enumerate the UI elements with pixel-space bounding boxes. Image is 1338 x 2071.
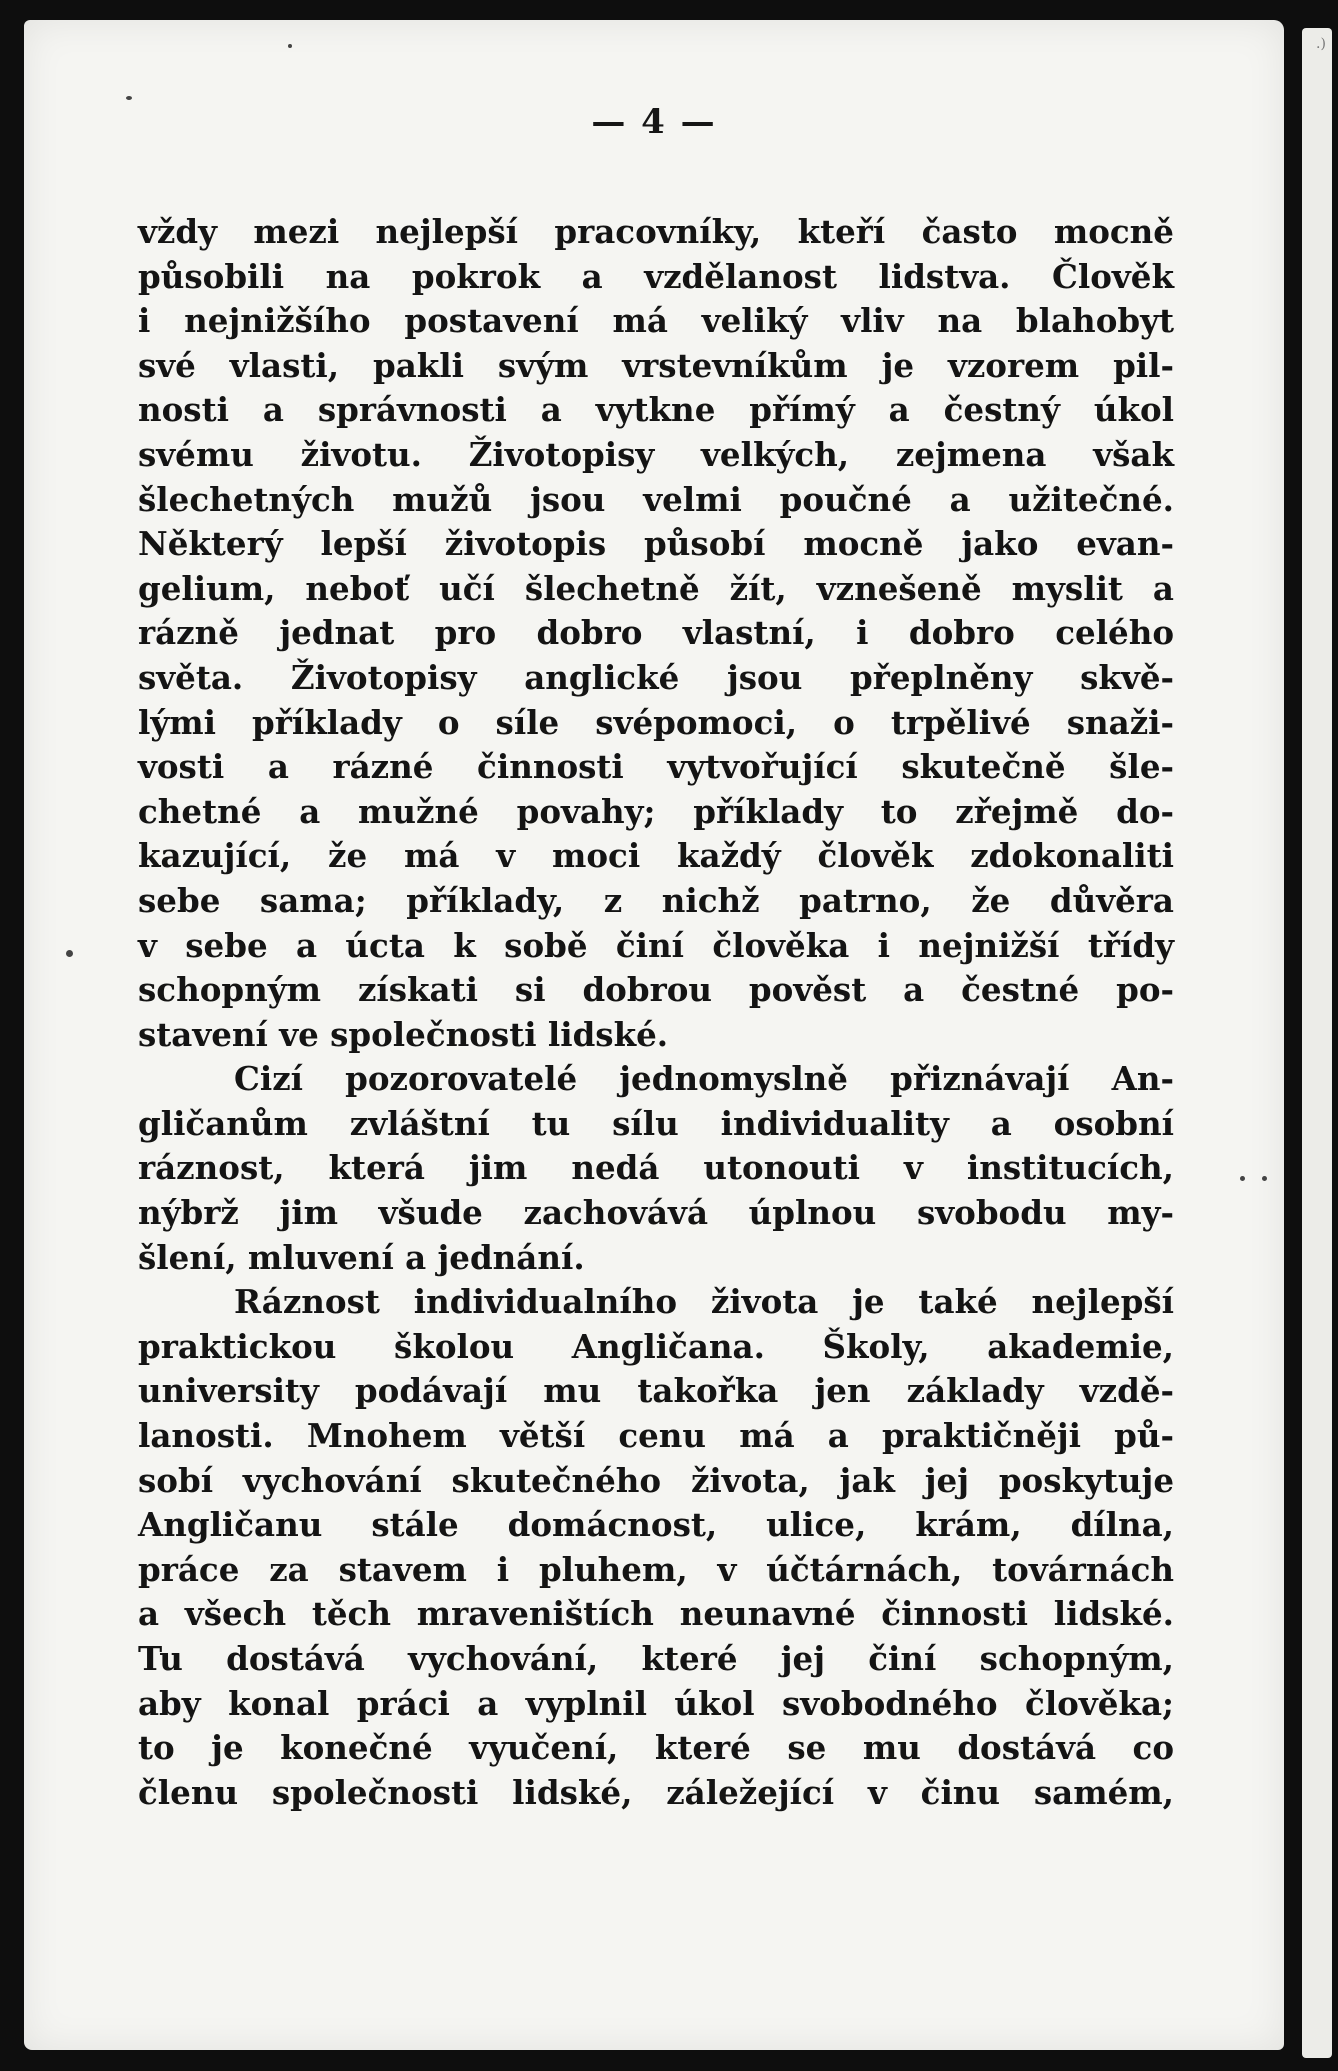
- text-line: světa. Životopisy anglické jsou přeplněny skvě-: [138, 657, 1174, 697]
- text-line: Cizí pozorovatelé jednomyslně přiznávají An-: [234, 1059, 1174, 1099]
- text-line: to je konečné vyučení, které se mu dostává co: [138, 1728, 1174, 1768]
- text-line: v sebe a úcta k sobě činí člověka i nejnižší třídy: [138, 925, 1174, 965]
- adjacent-page-edge: [1302, 28, 1332, 2058]
- text-line: vždy mezi nejlepší pracovníky, kteří často mocně: [138, 212, 1174, 251]
- ink-speck: [1262, 1176, 1267, 1181]
- text-line: praktickou školou Angličana. Školy, akademie,: [138, 1326, 1174, 1366]
- text-line: práce za stavem i pluhem, v účtárnách, továrnách: [138, 1549, 1174, 1589]
- text-line: nosti a správnosti a vytkne přímý a čestný úkol: [138, 390, 1174, 430]
- edge-mark: .): [1316, 36, 1326, 52]
- text-line: Tu dostává vychování, které jej činí schopným,: [138, 1639, 1174, 1678]
- ink-speck: [126, 96, 132, 100]
- text-line: rázně jednat pro dobro vlastní, i dobro celého: [138, 613, 1174, 653]
- text-line: vosti a rázné činnosti vytvořující skutečně šle-: [138, 747, 1174, 787]
- text-line: ráznost, která jim nedá utonouti v institucích,: [138, 1148, 1174, 1188]
- text-line: nýbrž jim všude zachovává úplnou svobodu my-: [138, 1193, 1174, 1233]
- text-line: lanosti. Mnohem větší cenu má a praktičněji pů-: [138, 1416, 1174, 1456]
- text-line: Angličanu stále domácnost, ulice, krám, dílna,: [138, 1505, 1174, 1545]
- text-line: lými příklady o síle svépomoci, o trpělivé snaži-: [138, 702, 1174, 742]
- text-line: kazující, že má v moci každý člověk zdokonaliti: [138, 836, 1174, 876]
- body-text: [138, 210, 1174, 1815]
- text-line: členu společnosti lidské, záležející v činu samém,: [138, 1772, 1174, 1812]
- text-line: šlechetných mužů jsou velmi poučné a užitečné.: [138, 479, 1174, 519]
- page-number: — 4 —: [591, 102, 717, 142]
- text-line: sebe sama; příklady, z nichž patrno, že důvěra: [138, 880, 1174, 920]
- text-line: i nejnižšího postavení má veliký vliv na blahobyt: [138, 301, 1174, 341]
- ink-speck: [66, 950, 73, 957]
- text-line: šlení, mluvení a jednání.: [138, 1237, 585, 1277]
- text-line: gelium, neboť učí šlechetně žít, vznešeně myslit a: [138, 568, 1174, 608]
- ink-speck: [288, 44, 292, 48]
- text-line: stavení ve společnosti lidské.: [138, 1014, 669, 1054]
- text-line: university podávají mu takořka jen základy vzdě-: [138, 1371, 1174, 1411]
- text-line: a všech těch mraveništích neunavné činnosti lidské.: [138, 1594, 1174, 1634]
- text-line: působili na pokrok a vzdělanost lidstva. Člověk: [138, 256, 1174, 296]
- text-line: své vlasti, pakli svým vrstevníkům je vzorem pil-: [138, 345, 1174, 385]
- ink-speck: [1240, 1176, 1245, 1181]
- text-line: Ráznost individualního života je také nejlepší: [234, 1282, 1174, 1322]
- text-line: gličanům zvláštní tu sílu individuality a osobní: [138, 1103, 1174, 1143]
- text-line: aby konal práci a vyplnil úkol svobodného člověka;: [138, 1683, 1174, 1723]
- text-line: schopným získati si dobrou pověst a čestné po-: [138, 970, 1174, 1010]
- book-page: [24, 20, 1284, 2050]
- text-line: chetné a mužné povahy; příklady to zřejmě do-: [138, 791, 1174, 831]
- text-line: svému životu. Životopisy velkých, zejmena však: [138, 434, 1174, 474]
- text-line: Některý lepší životopis působí mocně jako evan-: [138, 524, 1174, 564]
- text-line: sobí vychování skutečného života, jak jej poskytuje: [138, 1460, 1174, 1500]
